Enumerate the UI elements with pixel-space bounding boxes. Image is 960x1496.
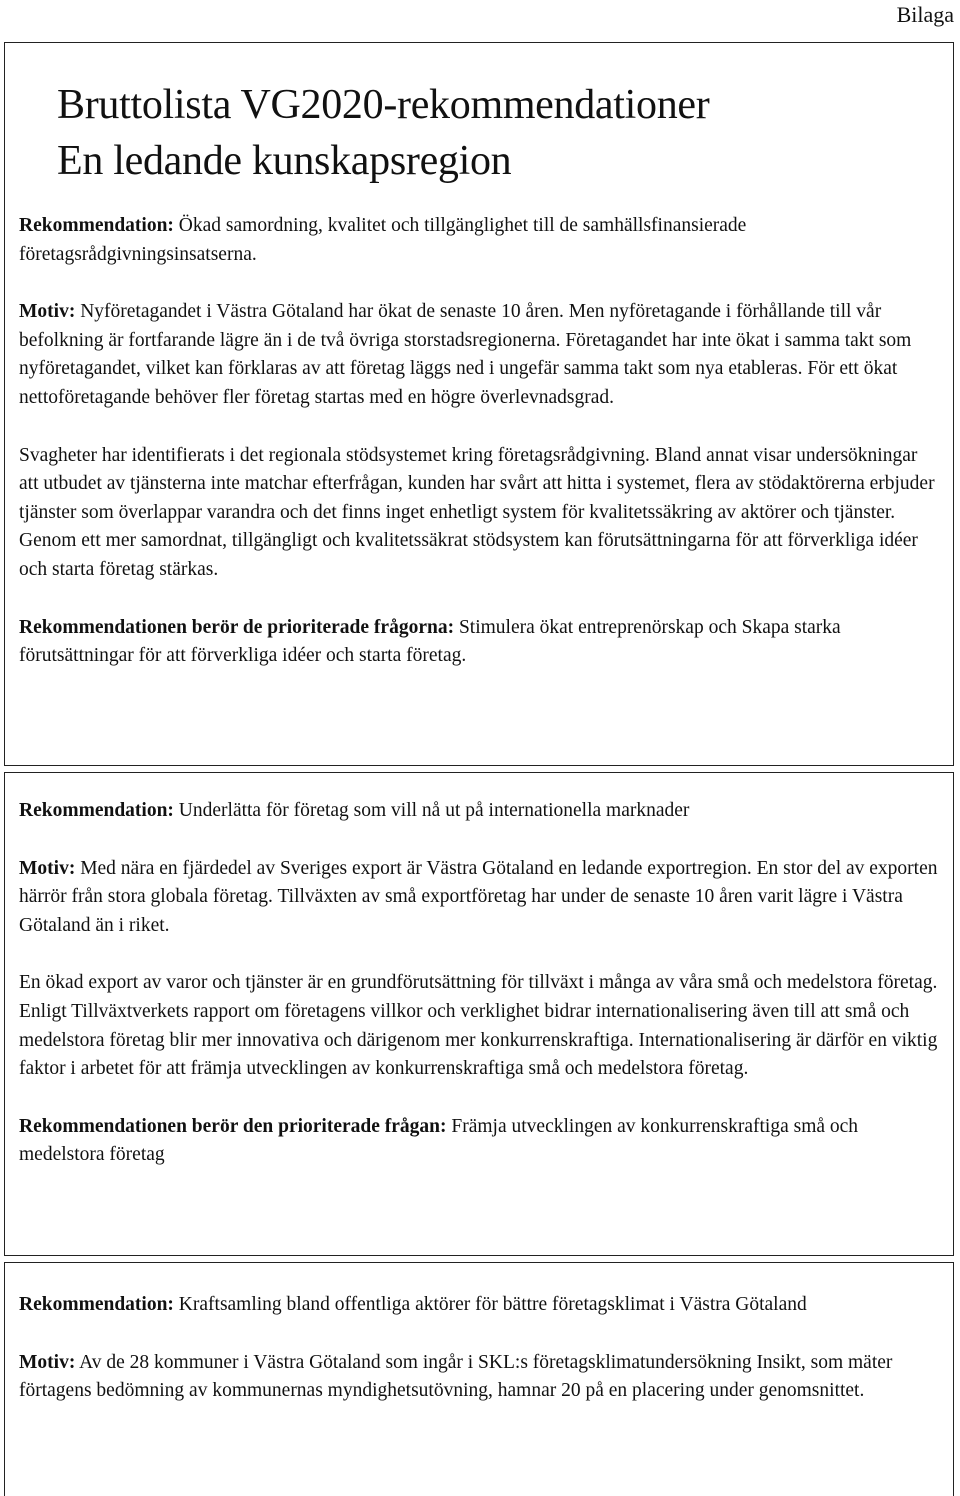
recommendation-text: Ökad samordning, kvalitet och tillgänglighet till de samhällsfinansierade företagsrådgivningsinsatserna. <box>19 215 747 265</box>
motiv-text: Med nära en fjärdedel av Sveriges export är Västra Götaland en ledande exportregion. En stor del av exporten härrör från stora globala företag. Tillväxten av små exportföretag har under de senaste 10 åren varit lägre i Västra Götaland än i riket. <box>19 857 938 936</box>
recommendation-paragraph <box>19 797 939 826</box>
priority-paragraph <box>19 1113 939 1170</box>
recommendation-text: Kraftsamling bland offentliga aktörer för bättre företagsklimat i Västra Götaland <box>173 1294 807 1315</box>
motiv-label: Motiv: <box>19 301 76 323</box>
priority-paragraph <box>19 614 939 671</box>
title-line-2: En ledande kunskapsregion <box>57 138 512 184</box>
attachment-label: Bilaga <box>896 2 954 27</box>
motiv-label: Motiv: <box>19 1351 76 1373</box>
priority-label: Rekommendationen berör den prioriterade frågan: <box>19 1115 447 1137</box>
body-paragraph: En ökad export av varor och tjänster är en grundförutsättning för tillväxt i många av våra små och medelstora företag. Enligt Tillväxtverkets rapport om företagens villkor och verklighet bidrar internationalisering även till att små och medelstora företag blir mer innovativa och därigenom mer konkurrenskraftiga. Internationalisering är därför en viktig faktor i arbetet för att främja utvecklingen av konkurrenskraftiga små och medelstora företag. <box>19 972 938 1080</box>
recommendation-label: Rekommendation: <box>19 1294 174 1315</box>
recommendation-box-1 <box>4 42 954 766</box>
title-line-1: Bruttolista VG2020-rekommendationer <box>57 82 710 128</box>
priority-label: Rekommendationen berör de prioriterade frågorna: <box>19 616 455 638</box>
recommendation-label: Rekommendation: <box>19 215 174 236</box>
motiv-text: Av de 28 kommuner i Västra Götaland som ingår i SKL:s företagsklimatundersökning Insikt, som mäter förtagens bedömning av kommunernas myndighetsutövning, hamnar 20 på en placering under genomsnittet. <box>19 1351 893 1402</box>
recommendation-box-2 <box>4 772 954 1256</box>
motiv-text: Nyföretagandet i Västra Götaland har ökat de senaste 10 åren. Men nyföretagande i förhållande till vår befolkning är fortfarande lägre än i de två övriga storstadsregionerna. Företagandet har inte ökat i samma takt som nyföretagandet, vilket kan förklaras av att företag läggs ned i ungefär samma takt som nya etableras. För ett ökat nettoföretagande behöver fler företag startas med en högre överlevnadsgrad. <box>19 301 912 408</box>
motiv-paragraph <box>19 298 939 412</box>
recommendation-paragraph <box>19 212 939 269</box>
priority-text: Stimulera ökat entreprenörskap och Skapa starka förutsättningar för att förverkliga idéer och starta företag. <box>19 616 841 667</box>
motiv-paragraph <box>19 1349 939 1406</box>
motiv-paragraph <box>19 855 939 941</box>
recommendation-text: Underlätta för företag som vill nå ut på internationella marknader <box>173 800 690 821</box>
recommendation-box-3 <box>4 1262 954 1496</box>
page-title <box>19 43 939 189</box>
recommendation-label: Rekommendation: <box>19 800 174 821</box>
priority-text: Främja utvecklingen av konkurrenskraftiga små och medelstora företag <box>19 1115 859 1166</box>
motiv-label: Motiv: <box>19 857 76 879</box>
body-paragraph: Svagheter har identifierats i det regionala stödsystemet kring företagsrådgivning. Bland annat visar undersökningar att utbudet av tjänsterna inte matchar efterfrågan, kunden har svårt att hitta i systemet, flera av stödaktörerna erbjuder tjänster som överlappar varandra och det finns inget enhetligt system för kvalitetssäkring av aktörer och tjänster. Genom ett mer samordnat, tillgängligt och kvalitetssäkrat stödsystem kan förutsättningarna för att förverkliga idéer och starta företag stärkas. <box>19 444 935 580</box>
recommendation-paragraph <box>19 1291 939 1320</box>
